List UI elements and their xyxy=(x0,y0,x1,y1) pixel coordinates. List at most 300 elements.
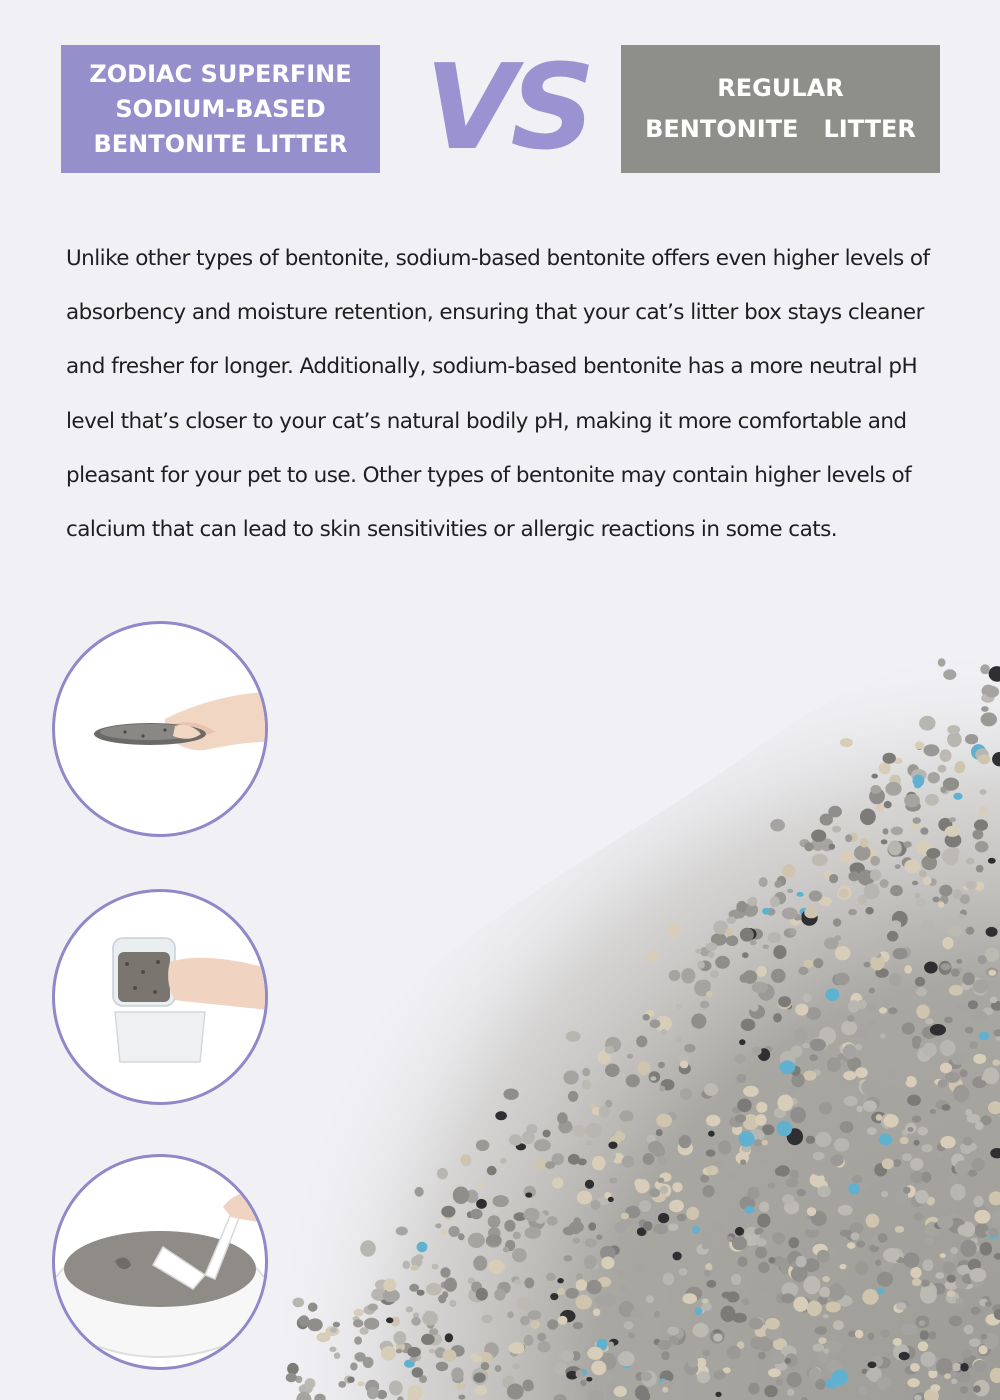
litter-granule xyxy=(802,1043,810,1049)
litter-granule xyxy=(915,893,921,899)
litter-granule xyxy=(421,1334,435,1345)
litter-granule xyxy=(866,1004,876,1012)
litter-granule xyxy=(848,871,859,881)
litter-granule xyxy=(807,1207,816,1216)
litter-granule xyxy=(293,1298,305,1308)
litter-granule xyxy=(841,1021,857,1036)
litter-granule xyxy=(557,1288,565,1295)
litter-granule xyxy=(881,1191,888,1198)
litter-granule xyxy=(360,1327,369,1335)
litter-granule xyxy=(429,1328,438,1335)
litter-granule xyxy=(679,1268,688,1276)
litter-granule xyxy=(798,967,808,975)
litter-granule xyxy=(935,1272,944,1279)
litter-granule xyxy=(769,1353,785,1365)
litter-granule xyxy=(916,987,927,996)
litter-granule xyxy=(855,1067,868,1078)
litter-granule xyxy=(663,1273,675,1286)
litter-granule xyxy=(520,1316,530,1326)
litter-granule xyxy=(968,1000,978,1009)
litter-granule xyxy=(681,968,695,983)
litter-granule xyxy=(850,1222,864,1234)
litter-granule xyxy=(702,1231,709,1238)
litter-granule xyxy=(815,1379,825,1390)
litter-granule xyxy=(826,1302,841,1313)
litter-granule xyxy=(669,1200,684,1212)
litter-granule xyxy=(958,914,965,920)
litter-granule xyxy=(628,1333,635,1339)
litter-granule xyxy=(988,970,996,976)
litter-granule xyxy=(622,1156,635,1168)
litter-granule xyxy=(940,786,946,793)
litter-granule xyxy=(975,841,989,852)
litter-granule xyxy=(900,1137,909,1145)
litter-granule xyxy=(790,1170,799,1180)
litter-granule xyxy=(845,834,852,842)
litter-granule xyxy=(843,1044,857,1059)
litter-granule xyxy=(969,1268,986,1282)
litter-granule xyxy=(592,1156,606,1170)
litter-granule xyxy=(448,1226,459,1237)
litter-granule xyxy=(738,1131,754,1147)
litter-granule xyxy=(658,1062,665,1068)
litter-granule xyxy=(764,1385,778,1397)
litter-granule xyxy=(658,1213,669,1223)
litter-granule xyxy=(507,1384,524,1400)
litter-granule xyxy=(406,1306,413,1312)
litter-granule xyxy=(777,1121,792,1137)
litter-granule xyxy=(803,960,813,968)
litter-granule xyxy=(503,1089,518,1100)
litter-granule xyxy=(706,1166,718,1176)
litter-granule xyxy=(907,1095,921,1106)
litter-granule xyxy=(870,856,880,866)
litter-granule xyxy=(591,1361,606,1376)
litter-granule xyxy=(981,1076,987,1080)
litter-granule xyxy=(973,979,989,993)
litter-granule xyxy=(765,1318,780,1330)
litter-granule xyxy=(789,928,796,935)
litter-granule xyxy=(913,817,921,824)
litter-granule xyxy=(915,741,925,749)
litter-granule xyxy=(969,1041,978,1049)
litter-granule xyxy=(854,845,871,860)
litter-granule xyxy=(702,1302,712,1311)
litter-granule xyxy=(736,901,747,913)
litter-granule xyxy=(992,1059,1000,1065)
litter-granule xyxy=(812,854,828,866)
litter-granule xyxy=(790,1107,806,1123)
litter-granule xyxy=(773,1013,782,1022)
litter-granule xyxy=(901,1324,918,1336)
litter-granule xyxy=(951,848,960,855)
litter-granule xyxy=(950,1184,966,1201)
litter-granule xyxy=(908,1127,914,1132)
litter-granule xyxy=(573,1237,580,1243)
litter-granule xyxy=(586,1280,601,1294)
litter-granule xyxy=(669,970,681,981)
litter-granule xyxy=(958,1224,974,1236)
litter-granule xyxy=(960,1386,968,1394)
litter-granule xyxy=(748,1383,759,1395)
litter-granule xyxy=(899,1352,910,1361)
litter-granule xyxy=(714,1370,726,1379)
litter-granule xyxy=(653,1224,668,1235)
litter-granule xyxy=(307,1318,322,1331)
litter-granule xyxy=(950,1247,958,1254)
litter-granule xyxy=(881,839,888,844)
litter-granule xyxy=(963,1137,973,1146)
litter-granule xyxy=(769,1257,776,1264)
litter-granule xyxy=(697,961,705,969)
litter-granule xyxy=(445,1333,453,1342)
litter-granule xyxy=(973,1360,987,1372)
zodiac-litter-label xyxy=(61,45,380,173)
litter-granule xyxy=(859,1385,868,1395)
litter-granule xyxy=(787,1389,795,1396)
litter-granule xyxy=(626,1074,640,1087)
litter-granule xyxy=(443,1349,457,1362)
litter-granule xyxy=(815,1326,827,1335)
litter-granule xyxy=(649,1189,660,1198)
litter-granule xyxy=(726,928,734,936)
litter-granule xyxy=(488,1260,505,1274)
litter-granule xyxy=(547,1319,558,1329)
litter-granule xyxy=(728,1169,739,1179)
litter-granule xyxy=(878,1233,888,1243)
litter-granule xyxy=(938,765,947,773)
litter-granule xyxy=(947,732,962,747)
litter-granule xyxy=(844,1096,858,1106)
litter-granule xyxy=(953,793,962,800)
description-line: Unlike other types of bentonite, sodium-based bentonite offers even higher levels of xyxy=(66,246,930,271)
litter-granule xyxy=(868,1362,877,1369)
litter-granule xyxy=(910,1363,920,1372)
litter-granule xyxy=(840,1121,854,1133)
litter-granule xyxy=(643,1221,652,1231)
litter-granule xyxy=(350,1362,357,1370)
litter-granule xyxy=(916,1004,929,1018)
litter-granule xyxy=(599,1106,610,1118)
litter-granule xyxy=(804,907,818,918)
litter-granule xyxy=(840,1230,850,1237)
litter-granule xyxy=(543,1130,551,1138)
litter-granule xyxy=(866,1214,880,1228)
litter-granule xyxy=(943,1262,955,1274)
litter-granule xyxy=(308,1303,318,1312)
litter-granule xyxy=(389,1380,403,1395)
litter-granule xyxy=(731,997,739,1003)
litter-granule xyxy=(740,1159,746,1165)
litter-granule xyxy=(692,1226,700,1234)
litter-granule xyxy=(863,1100,877,1111)
litter-granule xyxy=(759,1202,769,1213)
litter-granule xyxy=(569,1222,582,1235)
litter-granule xyxy=(975,1223,989,1238)
litter-granule xyxy=(926,848,940,859)
litter-granule xyxy=(686,1207,699,1220)
litter-granule xyxy=(286,1373,297,1382)
litter-granule xyxy=(915,977,925,987)
litter-granule xyxy=(715,1392,721,1397)
litter-granule xyxy=(960,1363,968,1372)
litter-granule xyxy=(441,1206,455,1218)
litter-granule xyxy=(865,907,873,915)
litter-granule xyxy=(752,1047,762,1056)
litter-granule xyxy=(902,1153,912,1161)
litter-granule xyxy=(631,1308,643,1319)
litter-granule xyxy=(817,1250,830,1263)
litter-granule xyxy=(848,1000,860,1013)
litter-granule xyxy=(367,1387,379,1400)
litter-granule xyxy=(667,923,680,937)
litter-granule xyxy=(974,1210,990,1224)
litter-granule xyxy=(329,1347,336,1353)
litter-granule xyxy=(832,826,841,833)
litter-granule xyxy=(869,1020,876,1025)
litter-granule xyxy=(461,1154,472,1166)
litter-granule xyxy=(677,1214,687,1222)
litter-granule xyxy=(742,1298,749,1305)
litter-granule xyxy=(939,885,952,897)
litter-granule xyxy=(928,1331,936,1339)
litter-granule xyxy=(870,869,881,881)
litter-granule xyxy=(940,1063,952,1074)
litter-granule xyxy=(919,870,927,877)
litter-granule xyxy=(659,1086,665,1092)
litter-granule xyxy=(656,1114,672,1128)
litter-granule xyxy=(727,1236,733,1241)
litter-granule xyxy=(523,1208,539,1221)
litter-granule xyxy=(682,1293,697,1304)
litter-granule xyxy=(688,1357,698,1368)
litter-granule xyxy=(333,1322,340,1328)
litter-granule xyxy=(895,1226,905,1233)
litter-granule xyxy=(827,1057,841,1072)
litter-granule xyxy=(705,1263,712,1271)
litter-granule xyxy=(718,1140,732,1154)
litter-granule xyxy=(838,1205,853,1216)
litter-granule xyxy=(967,1114,980,1124)
litter-granule xyxy=(586,1140,593,1145)
litter-granule xyxy=(772,1232,785,1244)
litter-granule xyxy=(869,988,875,994)
litter-granule xyxy=(885,782,901,796)
litter-granule xyxy=(748,897,758,906)
litter-granule xyxy=(573,1322,583,1329)
litter-granule xyxy=(587,1347,603,1360)
litter-granule xyxy=(825,1171,839,1183)
litter-granule xyxy=(943,669,956,680)
litter-granule xyxy=(763,945,769,950)
litter-granule xyxy=(713,1333,722,1341)
litter-granule xyxy=(635,1263,645,1273)
litter-granule xyxy=(916,899,927,907)
litter-granule xyxy=(513,1232,521,1240)
litter-granule xyxy=(974,819,988,831)
litter-granule xyxy=(871,932,877,938)
litter-granule xyxy=(965,734,978,744)
litter-granule xyxy=(742,952,749,958)
litter-granule xyxy=(684,1044,695,1053)
litter-granule xyxy=(888,1007,898,1014)
litter-granule xyxy=(938,901,944,907)
litter-granule xyxy=(876,1114,882,1121)
litter-granule xyxy=(955,761,966,772)
litter-granule xyxy=(940,1136,955,1148)
litter-granule xyxy=(525,1192,532,1197)
litter-granule xyxy=(568,1091,578,1102)
litter-granule xyxy=(621,1285,627,1290)
litter-granule xyxy=(803,1276,820,1295)
litter-granule xyxy=(435,1223,441,1228)
litter-granule xyxy=(654,1145,666,1158)
litter-granule xyxy=(706,942,717,951)
litter-granule xyxy=(912,881,918,886)
litter-granule xyxy=(804,842,813,851)
litter-granule xyxy=(850,1232,859,1240)
litter-granule xyxy=(920,1286,937,1304)
litter-granule xyxy=(650,1019,661,1028)
litter-granule xyxy=(415,1187,424,1197)
litter-granule xyxy=(396,1349,402,1354)
litter-granule xyxy=(757,966,767,977)
litter-granule xyxy=(739,1039,745,1045)
litter-granule xyxy=(617,1270,625,1276)
litter-granule xyxy=(759,877,768,887)
litter-granule xyxy=(810,1039,826,1052)
litter-granule xyxy=(949,817,956,822)
litter-granule xyxy=(429,1349,435,1354)
litter-granule xyxy=(981,706,989,712)
litter-granule xyxy=(809,1054,818,1061)
litter-granule xyxy=(876,1288,884,1294)
litter-granule xyxy=(903,1187,910,1194)
litter-granule xyxy=(524,1335,534,1346)
litter-granule xyxy=(910,1158,923,1171)
litter-granule xyxy=(752,982,768,994)
litter-granule xyxy=(715,956,730,969)
litter-granule xyxy=(937,1216,953,1229)
regular-litter-label xyxy=(621,45,940,173)
litter-granule xyxy=(514,1279,522,1285)
litter-granule xyxy=(928,931,934,936)
litter-granule xyxy=(825,1378,839,1388)
litter-granule xyxy=(980,664,990,674)
litter-granule xyxy=(635,1386,649,1400)
litter-granule xyxy=(848,1183,859,1195)
litter-granule xyxy=(558,1316,568,1325)
litter-granule xyxy=(857,1106,863,1113)
zodiac-label-line: BENTONITE LITTER xyxy=(93,129,348,158)
litter-granule xyxy=(468,1233,485,1248)
litter-granule xyxy=(411,1317,421,1326)
litter-granule xyxy=(402,1261,410,1269)
litter-granule xyxy=(710,970,719,978)
litter-granule xyxy=(493,1195,509,1207)
litter-granule xyxy=(791,1266,808,1281)
litter-granule xyxy=(673,1252,682,1261)
litter-granule xyxy=(667,1327,679,1335)
litter-granule xyxy=(923,744,939,756)
litter-granule xyxy=(707,1280,717,1288)
litter-granule xyxy=(960,1069,968,1077)
litter-granule xyxy=(947,1290,956,1297)
litter-granule xyxy=(768,932,782,943)
zodiac-label-line: ZODIAC SUPERFINE xyxy=(89,59,352,88)
litter-granule xyxy=(441,1230,447,1236)
litter-granule xyxy=(354,1309,364,1317)
litter-granule xyxy=(776,1378,783,1386)
description-line: calcium that can lead to skin sensitivities or allergic reactions in some cats. xyxy=(66,517,838,543)
litter-granule xyxy=(833,918,841,926)
litter-granule xyxy=(796,1256,807,1268)
litter-granule xyxy=(966,927,975,935)
litter-granule xyxy=(624,1321,634,1329)
litter-granule xyxy=(656,1129,663,1136)
litter-granule xyxy=(437,1168,448,1179)
litter-granule xyxy=(488,1215,501,1228)
litter-granule xyxy=(560,1350,574,1361)
litter-granule xyxy=(749,1318,763,1330)
litter-granule xyxy=(754,1228,760,1235)
litter-granule xyxy=(966,858,974,865)
litter-granule xyxy=(531,1320,540,1329)
litter-granule xyxy=(500,1158,507,1164)
litter-granule xyxy=(890,885,903,896)
litter-granule xyxy=(591,1200,601,1210)
litter-granule xyxy=(913,774,925,787)
litter-granule xyxy=(457,1383,466,1390)
litter-granule xyxy=(924,1237,935,1245)
litter-granule xyxy=(604,1149,616,1162)
litter-granule xyxy=(787,1372,802,1387)
litter-granule xyxy=(415,1254,423,1260)
litter-granule xyxy=(910,1267,921,1278)
litter-box-with-scoop-photo xyxy=(52,1154,268,1370)
litter-granule xyxy=(876,804,884,812)
litter-granule xyxy=(609,1178,617,1184)
litter-granule xyxy=(658,1178,665,1184)
litter-granule xyxy=(942,1104,951,1111)
litter-granule xyxy=(902,1022,915,1034)
litter-granule xyxy=(809,891,822,902)
litter-granule xyxy=(603,1293,616,1307)
litter-granule xyxy=(969,1338,980,1347)
litter-granule xyxy=(891,827,903,836)
litter-granule xyxy=(576,1295,592,1310)
litter-granule xyxy=(941,963,951,970)
litter-granule xyxy=(693,1323,709,1338)
litter-granule xyxy=(972,1158,985,1172)
litter-granule xyxy=(985,686,999,698)
litter-granule xyxy=(904,794,920,808)
litter-granule xyxy=(741,1019,756,1031)
litter-granule xyxy=(863,1135,878,1145)
litter-granule xyxy=(806,1136,816,1144)
litter-granule xyxy=(409,1284,419,1292)
litter-granule xyxy=(803,994,812,1003)
litter-granule xyxy=(791,1045,802,1057)
litter-granule xyxy=(944,1373,951,1379)
litter-granule xyxy=(473,1373,485,1383)
litter-granule xyxy=(620,1121,636,1134)
litter-granule xyxy=(888,841,902,856)
litter-granule xyxy=(695,949,701,954)
litter-granule xyxy=(905,1076,916,1087)
litter-granule xyxy=(509,1342,525,1354)
litter-granule xyxy=(614,1222,626,1233)
